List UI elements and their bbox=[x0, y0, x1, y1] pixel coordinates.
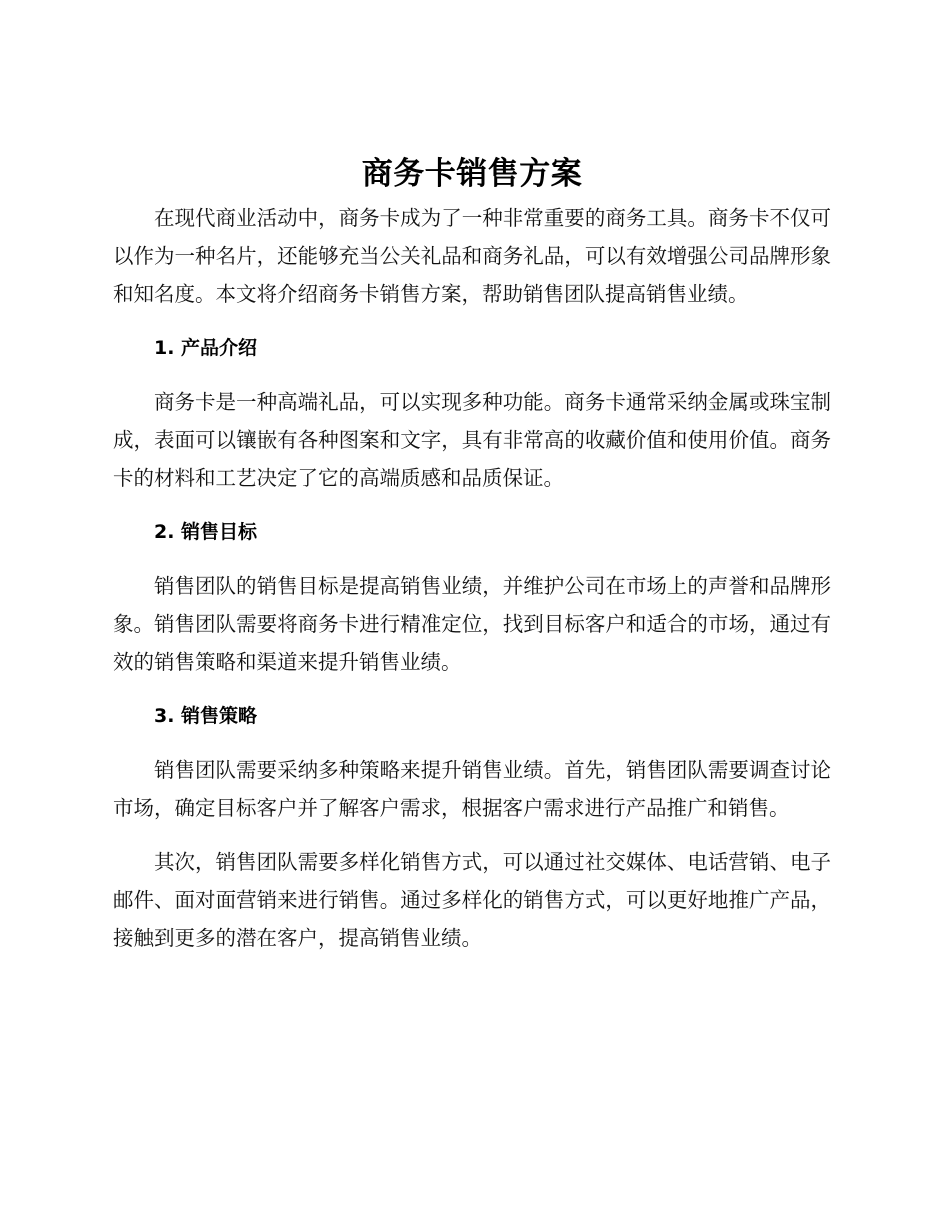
spacer bbox=[113, 367, 831, 383]
spacer bbox=[113, 735, 831, 751]
spacer bbox=[113, 681, 831, 697]
section-paragraph: 商务卡是一种高端礼品，可以实现多种功能。商务卡通常采纳金属或珠宝制成，表面可以镶嵌有各种图案和文字，具有非常高的收藏价值和使用价值。商务卡的材料和工艺决定了它的高端质感和品质保证。 bbox=[113, 390, 831, 490]
section-heading-product: 1. 产品介绍 bbox=[154, 337, 258, 359]
spacer bbox=[113, 551, 831, 567]
spacer bbox=[113, 313, 831, 329]
document-title: 商务卡销售方案 bbox=[361, 156, 583, 192]
document-body bbox=[113, 150, 831, 957]
section-heading-goal: 2. 销售目标 bbox=[154, 521, 258, 543]
section-paragraph: 销售团队需要采纳多种策略来提升销售业绩。首先，销售团队需要调查讨论市场，确定目标客户并了解客户需求，根据客户需求进行产品推广和销售。 bbox=[113, 758, 831, 820]
spacer bbox=[113, 497, 831, 513]
section-heading-strategy: 3. 销售策略 bbox=[154, 705, 258, 727]
section-paragraph: 其次，销售团队需要多样化销售方式，可以通过社交媒体、电话营销、电子邮件、面对面营销来进行销售。通过多样化的销售方式，可以更好地推广产品，接触到更多的潜在客户，提高销售业绩。 bbox=[113, 850, 831, 950]
intro-paragraph: 在现代商业活动中，商务卡成为了一种非常重要的商务工具。商务卡不仅可以作为一种名片，还能够充当公关礼品和商务礼品，可以有效增强公司品牌形象和知名度。本文将介绍商务卡销售方案，帮助销售团队提高销售业绩。 bbox=[113, 206, 831, 306]
spacer bbox=[113, 827, 831, 843]
section-paragraph: 销售团队的销售目标是提高销售业绩，并维护公司在市场上的声誉和品牌形象。销售团队需要将商务卡进行精准定位，找到目标客户和适合的市场，通过有效的销售策略和渠道来提升销售业绩。 bbox=[113, 574, 831, 674]
